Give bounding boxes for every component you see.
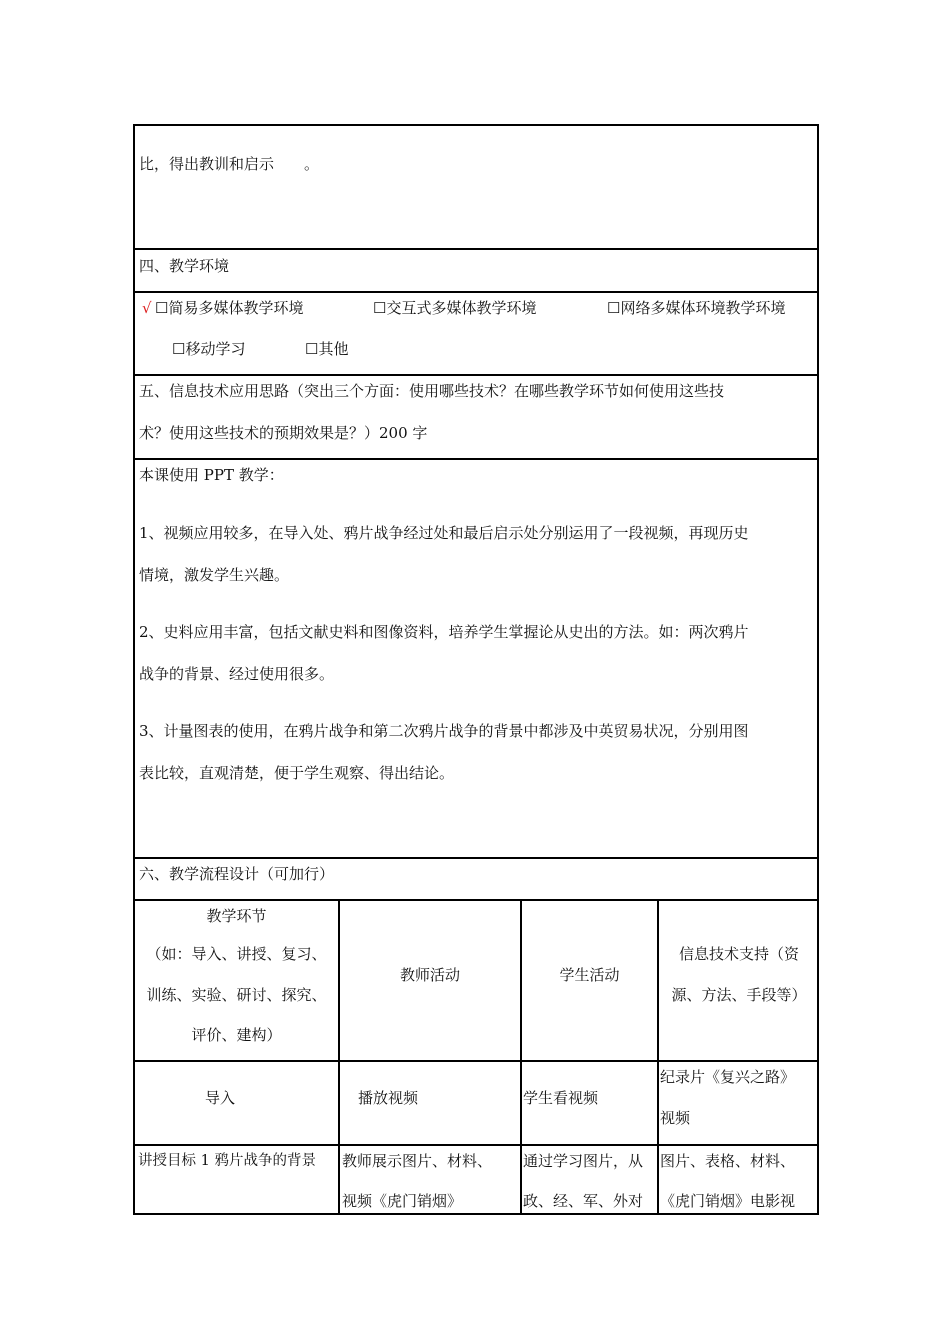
row-divider (135, 248, 817, 250)
point-2-line1: 2、史料应用丰富，包括文献史料和图像资料，培养学生掌握论从史出的方法。如：两次鸦片 (139, 623, 749, 641)
row1-tech-line2: 视频 (660, 1109, 691, 1127)
row2-tech-line1: 图片、表格、材料、 (660, 1152, 796, 1170)
point-3-line1: 3、计量图表的使用，在鸦片战争和第二次鸦片战争的背景中都涉及中英贸易状况，分别用图 (139, 722, 749, 740)
point-1-line1: 1、视频应用较多，在导入处、鸦片战争经过处和最后启示处分别运用了一段视频，再现历史 (139, 524, 749, 542)
option-network-multimedia[interactable]: ☐网络多媒体环境教学环境 (607, 299, 786, 317)
row1-tech-line1: 纪录片《复兴之路》 (660, 1068, 796, 1086)
header-tech-line: 源、方法、手段等） (671, 986, 807, 1004)
point-3-line2: 表比较，直观清楚，便于学生观察、得出结论。 (139, 764, 455, 782)
row2-tech-line2: 《虎门销烟》电影视 (660, 1192, 796, 1210)
option-other[interactable]: ☐其他 (305, 340, 349, 358)
section4-title: 四、教学环境 (139, 257, 230, 275)
option-interactive-multimedia[interactable]: ☐交互式多媒体教学环境 (373, 299, 537, 317)
row1-stage: 导入 (204, 1089, 235, 1107)
option-mobile-learning[interactable]: ☐移动学习 (172, 340, 246, 358)
row-divider (135, 458, 817, 460)
row1-student: 学生看视频 (523, 1089, 599, 1107)
row-divider (135, 1144, 817, 1146)
header-student: 学生活动 (559, 966, 620, 984)
option-simple-multimedia[interactable]: ☐简易多媒体教学环境 (155, 299, 304, 317)
checked-mark: √ (142, 299, 152, 317)
section6-title: 六、教学流程设计（可加行） (139, 865, 335, 883)
column-divider (520, 899, 522, 1215)
section5-title-line2: 术？使用这些技术的预期效果是？）200 字 (139, 424, 428, 442)
header-stage (135, 906, 338, 1045)
row-divider (135, 899, 817, 901)
lesson-plan-table (133, 124, 819, 1215)
row2-student-line2: 政、经、军、外对 (523, 1192, 644, 1210)
row2-student-line1: 通过学习图片，从 (523, 1152, 644, 1170)
section5-title-line1: 五、信息技术应用思路（突出三个方面：使用哪些技术？在哪些教学环节如何使用这些技 (139, 382, 725, 400)
section3-conclusion: 比，得出教训和启示 。 (139, 155, 320, 173)
row-divider (135, 1060, 817, 1062)
row1-teacher: 播放视频 (358, 1089, 419, 1107)
row-divider (135, 374, 817, 376)
header-stage-line: 训练、实验、研讨、探究、 (146, 986, 327, 1004)
point-2-line2: 战争的背景、经过使用很多。 (139, 665, 335, 683)
row2-teacher-line2: 视频《虎门销烟》 (342, 1192, 463, 1210)
row-divider (135, 857, 817, 859)
header-stage-line: 评价、建构） (191, 1026, 282, 1044)
header-teacher: 教师活动 (399, 966, 460, 984)
header-tech-line: 信息技术支持（资 (678, 945, 799, 963)
point-1-line2: 情境，激发学生兴趣。 (139, 566, 290, 584)
header-tech (659, 944, 819, 1005)
section5-intro: 本课使用 PPT 教学： (139, 466, 284, 484)
row2-stage: 讲授目标 1 鸦片战争的背景 (138, 1153, 316, 1169)
row2-teacher-line1: 教师展示图片、材料、 (342, 1152, 493, 1170)
row-divider (135, 291, 817, 293)
column-divider (338, 899, 340, 1215)
header-stage-line: （如：导入、讲授、复习、 (146, 945, 327, 963)
header-stage-line: 教学环节 (206, 907, 267, 925)
